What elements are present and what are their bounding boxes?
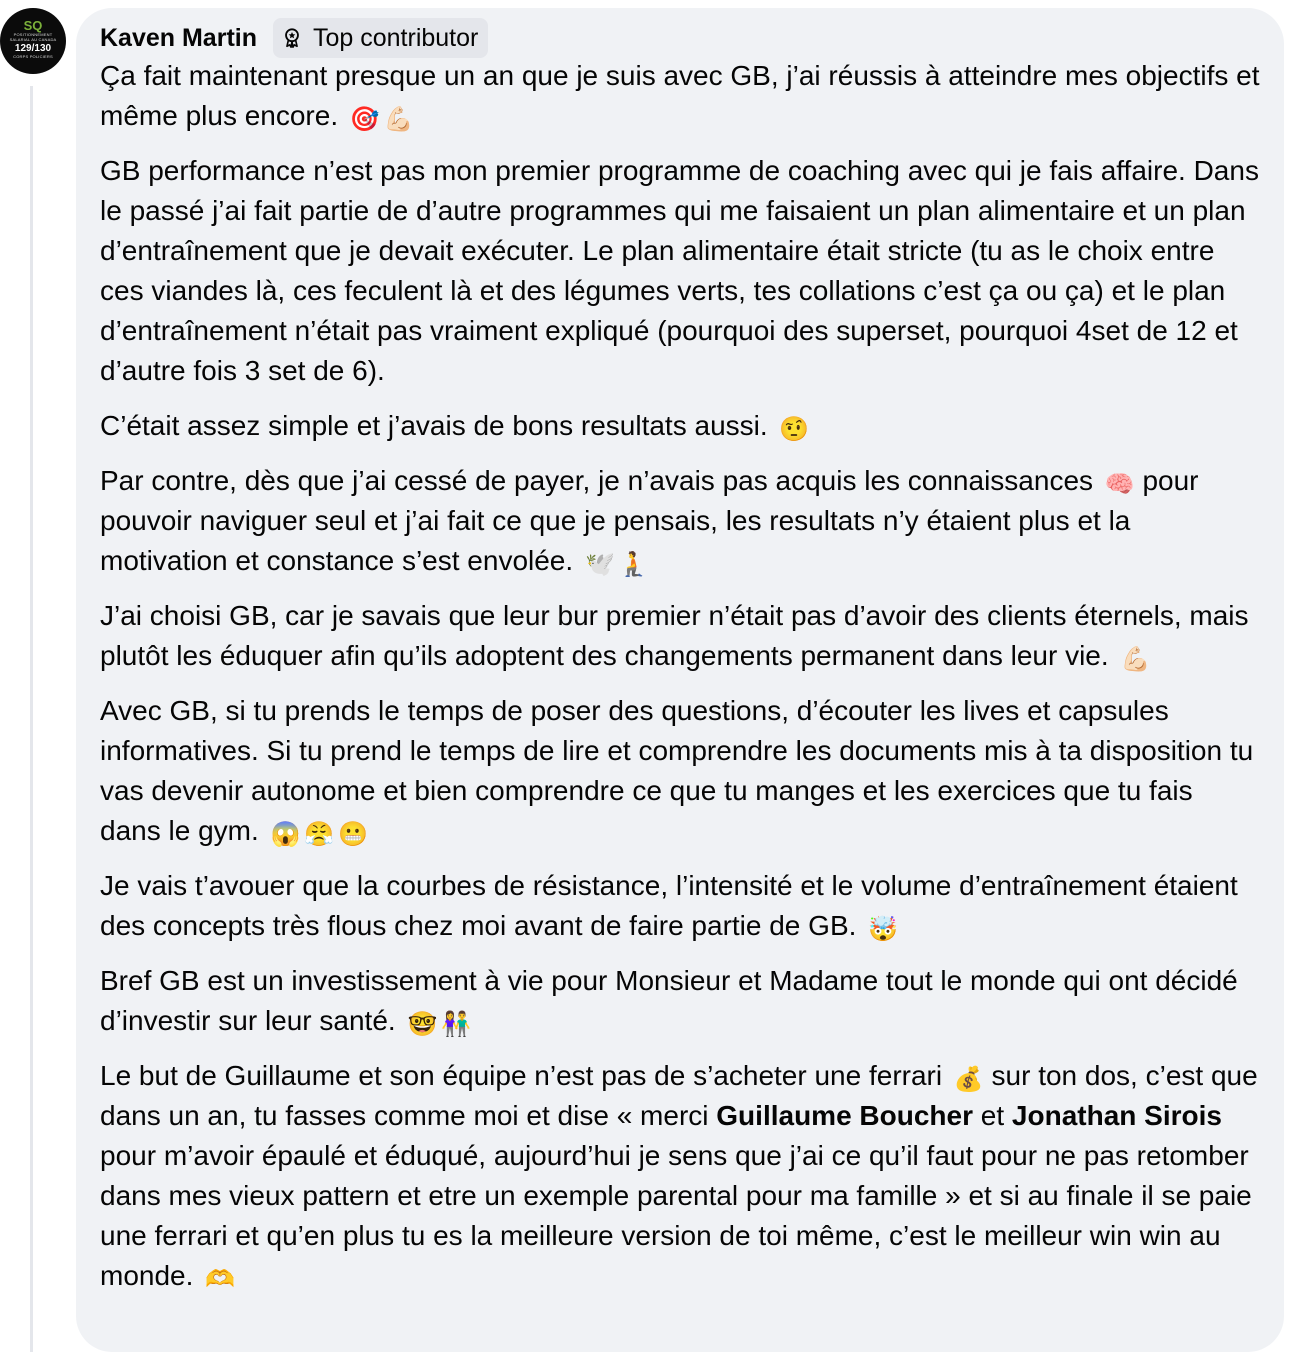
top-contributor-badge[interactable]	[273, 18, 488, 58]
emoji-icon: 🧎	[618, 551, 649, 578]
avatar-score: 129/130	[14, 42, 52, 54]
emoji-icon: 🤯	[868, 916, 899, 943]
paragraph-text: Je vais t’avouer que la courbes de résistance, l’intensité et le volume d’entraînement étaient des concepts très flous chez moi avant de faire partie de GB.	[100, 870, 1238, 941]
avatar-logo-text: SQ	[23, 17, 43, 33]
emoji-icon: 💪🏻	[1120, 646, 1151, 673]
comment-paragraph	[100, 1056, 1260, 1296]
paragraph-text: Ça fait maintenant presque un an que je suis avec GB, j’ai réussis à atteindre mes objectifs et même plus encore.	[100, 60, 1260, 131]
comment-paragraph	[100, 461, 1260, 581]
emoji-icon: 😱	[270, 821, 301, 848]
comment-paragraph	[100, 691, 1260, 851]
badge-label: Top contributor	[312, 23, 479, 52]
emoji-icon: 🫶	[205, 1266, 236, 1293]
comment-paragraph	[100, 961, 1260, 1041]
paragraph-text: J’ai choisi GB, car je savais que leur bur premier n’était pas d’avoir des clients éternels, mais plutôt les éduquer afin qu’ils adoptent des changements permanent dans leur vie.	[100, 600, 1249, 671]
comment-paragraph	[100, 866, 1260, 946]
paragraph-text: Par contre, dès que j’ai cessé de payer, je n’avais pas acquis les connaissances	[100, 465, 1101, 496]
emoji-icon: 🕊️	[584, 551, 615, 578]
paragraph-text: C’était assez simple et j’avais de bons resultats aussi.	[100, 410, 776, 441]
comment-bubble	[76, 8, 1284, 1352]
comment-paragraph	[100, 406, 1260, 446]
avatar[interactable]	[0, 8, 66, 74]
emoji-icon: 👫	[441, 1011, 472, 1038]
paragraph-text: GB performance n’est pas mon premier programme de coaching avec qui je fais affaire. Dans le passé j’ai fait partie de d’autre programmes qui me faisaient un plan alimentaire et un plan d’entraînement que je devait exécuter. Le plan alimentaire était stricte (tu as le choix entre ces viandes là, ces feculent là et des légumes verts, tes collations c’est ça ou ça) et le plan d’entraînement n’était pas vraiment expliqué (pourquoi des superset, pourquoi 4set de 12 et d’autre fois 3 set de 6).	[100, 155, 1259, 386]
avatar-caption-line3: CORPS POLICIERS	[13, 53, 53, 59]
paragraph-text: pour pouvoir naviguer seul et j’ai fait ce que je pensais, les resultats n’y étaient plus et la motivation et constance s’est envolée.	[100, 465, 1199, 576]
emoji-icon: 😬	[338, 821, 369, 848]
emoji-icon: 🤓	[407, 1011, 438, 1038]
paragraph-text: sur ton dos, c’est que dans un an, tu fasses comme moi et dise « merci	[100, 1060, 1258, 1131]
paragraph-text: et	[973, 1100, 1012, 1131]
emoji-icon: 💪🏻	[383, 106, 414, 133]
emoji-icon: 😤	[304, 821, 335, 848]
paragraph-text: Bref GB est un investissement à vie pour Monsieur et Madame tout le monde qui ont décidé d’investir sur leur santé.	[100, 965, 1238, 1036]
mentioned-user[interactable]: Jonathan Sirois	[1011, 1100, 1222, 1131]
emoji-icon: 🎯	[349, 106, 380, 133]
emoji-icon: 💰	[953, 1066, 984, 1093]
author-name[interactable]: Kaven Martin	[100, 23, 257, 52]
comment-paragraph	[100, 151, 1260, 391]
top-contributor-icon	[281, 27, 303, 49]
emoji-icon: 🧠	[1104, 471, 1135, 498]
comment-paragraph	[100, 596, 1260, 676]
avatar-caption-line2: SALARIAL AU CANADA	[9, 36, 57, 42]
paragraph-text: Avec GB, si tu prends le temps de poser des questions, d’écouter les lives et capsules informatives. Si tu prend le temps de lire et comprendre les documents mis à ta disposition tu vas devenir autonome et bien comprendre ce que tu manges et les exercices que tu fais dans le gym.	[100, 695, 1254, 846]
paragraph-text: Le but de Guillaume et son équipe n’est pas de s’acheter une ferrari	[100, 1060, 950, 1091]
avatar-caption-line1: POSITIONNEMENT	[13, 31, 53, 37]
thread-line	[30, 86, 33, 1352]
emoji-icon: 🤨	[779, 416, 810, 443]
comment-paragraph	[100, 56, 1260, 136]
comment-header	[100, 18, 1260, 58]
mentioned-user[interactable]: Guillaume Boucher	[716, 1100, 973, 1131]
comment-body	[100, 56, 1260, 1296]
paragraph-text: pour m’avoir épaulé et éduqué, aujourd’hui je sens que j’ai ce qu’il faut pour ne pas retomber dans mes vieux pattern et etre un exemple parental pour ma famille » et si au finale il se paie une ferrari et qu’en plus tu es la meilleure version de toi même, c’est le meilleur win win au monde.	[100, 1140, 1252, 1291]
